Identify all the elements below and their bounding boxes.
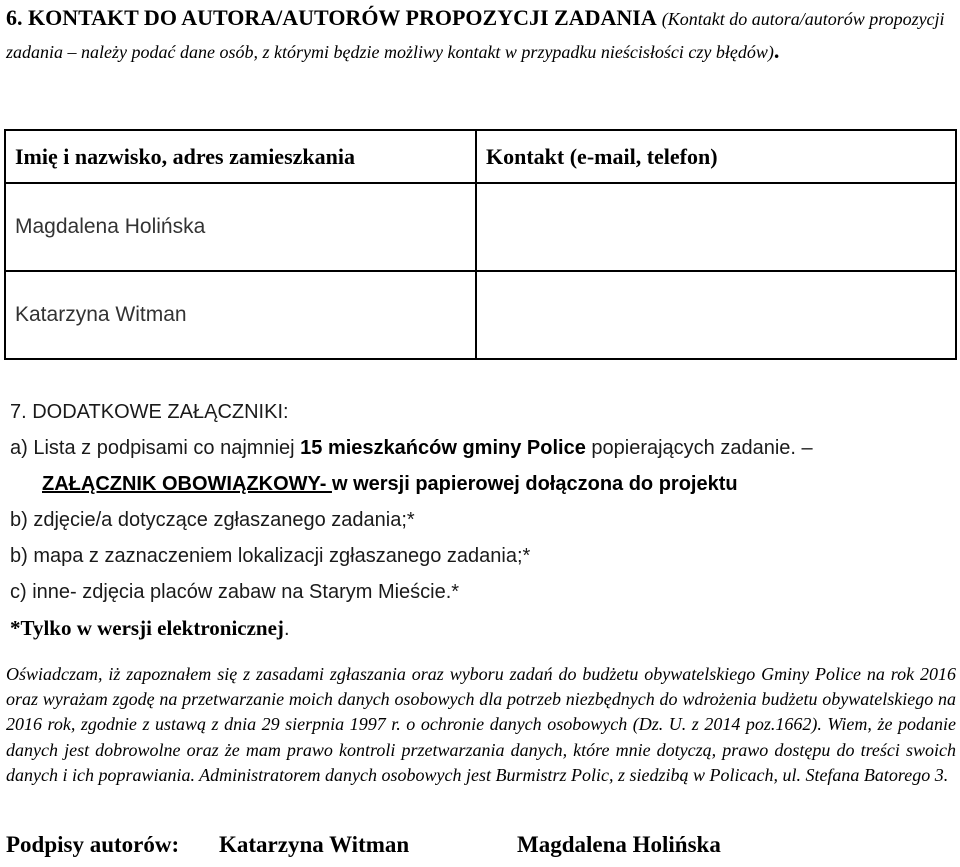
attachment-item-c: c) inne- zdjęcia placów zabaw na Starym Mieście.* [10,581,460,603]
contacts-table [4,129,957,360]
header-name-address: Imię i nazwisko, adres zamieszkania [5,130,476,183]
signature-name-2: Magdalena Holińska [517,832,721,857]
row-2-name: Katarzyna Witman [5,271,476,359]
declaration-paragraph: Oświadczam, iż zapoznałem się z zasadami zgłaszania oraz wyboru zadań do budżetu obywatelskiego Gminy Police na rok 2016 oraz wyrażam zgodę na przetwarzanie moich danych osobowych dla potrzeb niezbędnych do wdrożenia budżetu obywatelskiego na 2016 rok, zgodnie z ustawą z dnia 29 sierpnia 1997 r. o ochronie danych osobowych (Dz. U. z 2014 poz.1662). Wiem, że podanie danych jest dobrowolne oraz że mam prawo kontroli przetwarzania danych, które mnie dotyczą, prawo dostępu do treści swoich danych i ich poprawiania. Administratorem danych osobowych jest Burmistrz Polic, z siedzibą w Policach, ul. Stefana Batorego 3. [6,664,956,785]
footnote-text: *Tylko w wersji elektronicznej [10,616,284,640]
table-row [5,183,956,271]
section-7 [10,394,955,646]
mandatory-label: ZAŁĄCZNIK OBOWIĄZKOWY- [42,473,332,495]
footnote [10,610,955,646]
footnote-end: . [283,618,290,640]
section-6-end: . [773,38,780,63]
mandatory-rest: w wersji papierowej dołączona do projektu [331,473,738,495]
section-7-title: 7. DODATKOWE ZAŁĄCZNIKI: [10,401,289,423]
row-1-contact [476,183,956,271]
section-6 [6,2,956,68]
attachment-item-b2: b) mapa z zaznaczeniem lokalizacji zgłaszanego zadania;* [10,545,531,567]
attachment-item-a [10,430,955,466]
table-header-row [5,130,956,183]
attachment-item-b1: b) zdjęcie/a dotyczące zgłaszanego zadania;* [10,509,415,531]
table-row [5,271,956,359]
item-a-bold: 15 mieszkańców gminy Police [300,437,586,459]
row-1-name: Magdalena Holińska [5,183,476,271]
signatures-label: Podpisy autorów: [6,832,180,857]
item-a-prefix: a) Lista z podpisami co najmniej [10,437,301,459]
section-6-note: (Kontakt do autora/autorów propozycji zadania – należy podać dane osób, z którymi będzie możliwy kontakt w przypadku nieścisłości czy błędów) [6,9,945,62]
header-contact: Kontakt (e-mail, telefon) [476,130,956,183]
signature-name-1: Katarzyna Witman [219,832,410,857]
mandatory-attachment [10,466,955,502]
row-2-contact [476,271,956,359]
item-a-suffix: popierających zadanie. – [585,437,813,459]
section-6-heading: 6. KONTAKT DO AUTORA/AUTORÓW PROPOZYCJI ZADANIA [6,5,657,30]
